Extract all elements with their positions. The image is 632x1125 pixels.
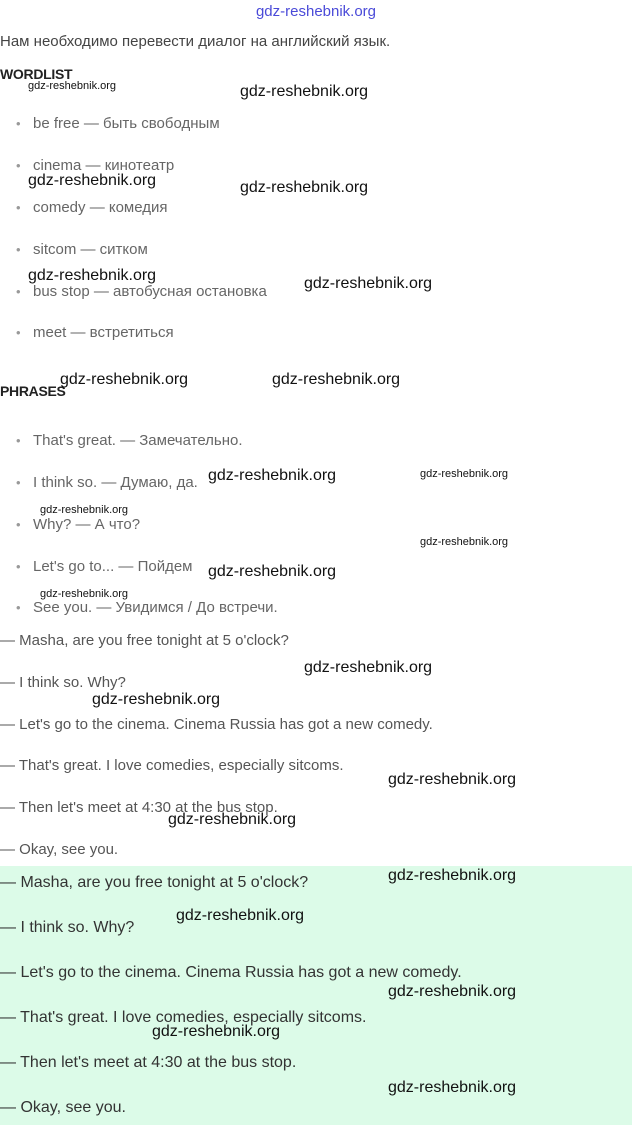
- answer-line: — Then let's meet at 4:30 at the bus stop.: [0, 1054, 297, 1071]
- phrase-item: • See you. — Увидимся / До встречи.: [16, 599, 278, 616]
- watermark: gdz-reshebnik.org: [388, 867, 517, 884]
- watermark: gdz-reshebnik.org: [168, 811, 297, 828]
- dialogue-line: — I think so. Why?: [0, 674, 126, 691]
- bullet-icon: •: [16, 200, 21, 215]
- watermark: gdz-reshebnik.org: [420, 536, 509, 548]
- watermark: gdz-reshebnik.org: [152, 1023, 281, 1040]
- intro-text: Нам необходимо перевести диалог на английский язык.: [0, 33, 391, 50]
- dialogue-line: — Let's go to the cinema. Cinema Russia has got a new comedy.: [0, 716, 433, 733]
- bullet-icon: •: [16, 517, 21, 532]
- phrase-item: • Let's go to... — Пойдем: [16, 558, 193, 575]
- watermark: gdz-reshebnik.org: [240, 83, 369, 100]
- bullet-icon: •: [16, 158, 21, 173]
- watermark: gdz-reshebnik.org: [388, 1079, 517, 1096]
- phrase-item: • That's great. — Замечательно.: [16, 432, 243, 449]
- wordlist-item: • cinema — кинотеатр: [16, 157, 175, 174]
- bullet-icon: •: [16, 559, 21, 574]
- answer-box: [0, 866, 632, 1125]
- watermark: gdz-reshebnik.org: [388, 983, 517, 1000]
- wordlist-item: • meet — встретиться: [16, 324, 174, 341]
- watermark: gdz-reshebnik.org: [40, 504, 129, 516]
- watermark: gdz-reshebnik.org: [60, 371, 189, 388]
- bullet-icon: •: [16, 284, 21, 299]
- bullet-icon: •: [16, 325, 21, 340]
- watermark: gdz-reshebnik.org: [304, 659, 433, 676]
- watermark: gdz-reshebnik.org: [388, 771, 517, 788]
- answer-line: — Masha, are you free tonight at 5 o'clock?: [0, 874, 309, 891]
- watermark: gdz-reshebnik.org: [92, 691, 221, 708]
- watermark: gdz-reshebnik.org: [240, 179, 369, 196]
- watermark: gdz-reshebnik.org: [28, 80, 117, 92]
- answer-line: — That's great. I love comedies, especially sitcoms.: [0, 1009, 367, 1026]
- wordlist-item: • be free — быть свободным: [16, 115, 220, 132]
- wordlist-heading: WORDLIST: [0, 66, 73, 82]
- watermark: gdz-reshebnik.org: [208, 467, 337, 484]
- bullet-icon: •: [16, 242, 21, 257]
- watermark: gdz-reshebnik.org: [272, 371, 401, 388]
- wordlist-item: • bus stop — автобусная остановка: [16, 283, 267, 300]
- watermark: gdz-reshebnik.org: [40, 588, 129, 600]
- watermark: gdz-reshebnik.org: [304, 275, 433, 292]
- dialogue-line: — That's great. I love comedies, especially sitcoms.: [0, 757, 344, 774]
- bullet-icon: •: [16, 433, 21, 448]
- phrases-heading: PHRASES: [0, 383, 66, 399]
- answer-line: — I think so. Why?: [0, 919, 135, 936]
- wordlist-item: • comedy — комедия: [16, 199, 168, 216]
- phrase-item: • I think so. — Думаю, да.: [16, 474, 198, 491]
- answer-line: — Okay, see you.: [0, 1099, 126, 1116]
- bullet-icon: •: [16, 600, 21, 615]
- answer-line: — Let's go to the cinema. Cinema Russia has got a new comedy.: [0, 964, 462, 981]
- watermark: gdz-reshebnik.org: [420, 468, 509, 480]
- bullet-icon: •: [16, 475, 21, 490]
- wordlist-item: • sitcom — ситком: [16, 241, 148, 258]
- dialogue-line: — Masha, are you free tonight at 5 o'clock?: [0, 632, 289, 649]
- watermark: gdz-reshebnik.org: [28, 172, 157, 189]
- dialogue-line: — Then let's meet at 4:30 at the bus stop.: [0, 799, 278, 816]
- phrase-item: • Why? — А что?: [16, 516, 141, 533]
- watermark: gdz-reshebnik.org: [28, 267, 157, 284]
- watermark: gdz-reshebnik.org: [208, 563, 337, 580]
- watermark: gdz-reshebnik.org: [176, 907, 305, 924]
- site-header[interactable]: gdz-reshebnik.org: [255, 3, 377, 20]
- dialogue-line: — Okay, see you.: [0, 841, 119, 858]
- bullet-icon: •: [16, 116, 21, 131]
